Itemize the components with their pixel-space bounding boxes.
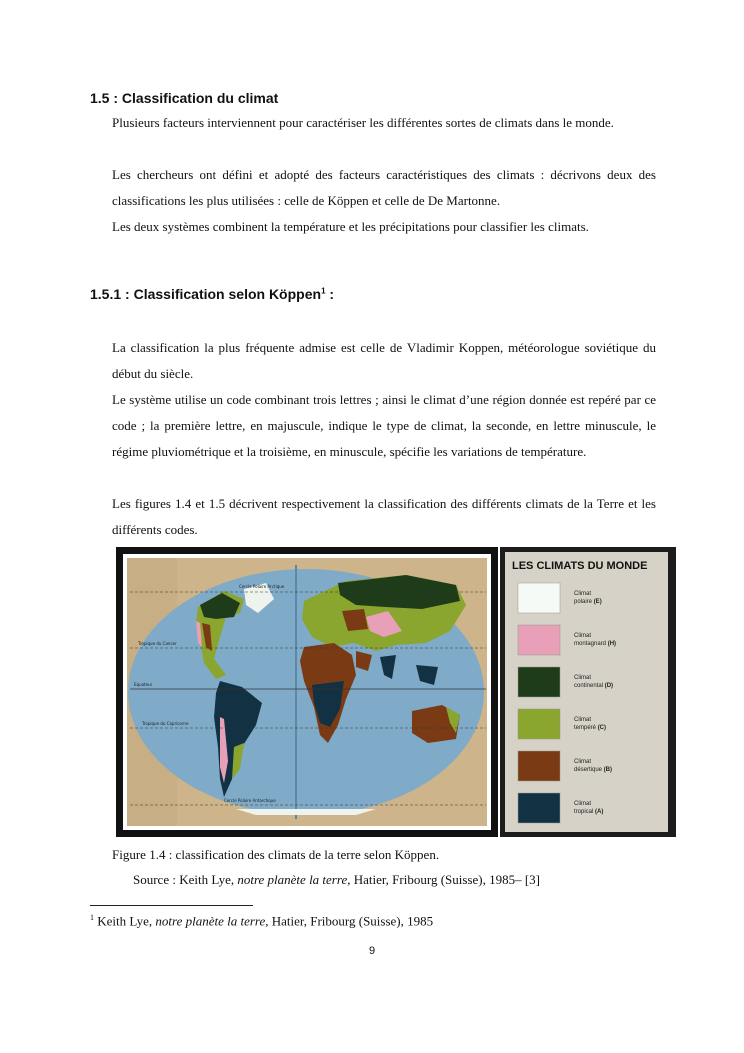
legend-label: Climat (574, 759, 592, 765)
label-antarctic: Cercle Polaire Antarctique (224, 798, 276, 803)
legend-label-type: polaire (E) (574, 599, 602, 605)
legend-code: (B) (603, 767, 613, 773)
section-heading: 1.5 : Classification du climat (90, 90, 279, 106)
climate-legend (500, 547, 676, 837)
legend-swatch (518, 583, 560, 613)
legend-label: Climat (574, 801, 592, 807)
legend-swatch (518, 793, 560, 823)
legend-label-type: tempéré (C) (574, 725, 607, 731)
footnote-mark: 1 (90, 913, 94, 922)
paragraph: Les deux systèmes combinent la température et les précipitations pour classifier les climats. (112, 219, 589, 234)
legend-code: (D) (604, 683, 614, 689)
source-suffix: Hatier, Fribourg (Suisse), 1985– [3] (350, 872, 540, 887)
legend-label: Climat (574, 675, 592, 681)
subsection-heading (90, 286, 334, 302)
legend-label: Climat (574, 717, 592, 723)
legend-code: (C) (597, 725, 607, 731)
label-capricorn: Tropique du Capricorne (142, 721, 189, 726)
footnote (90, 913, 433, 929)
legend-swatch (518, 667, 560, 697)
footnote-title: notre planète la terre, (155, 913, 269, 929)
paragraph: Le système utilise un code combinant trois lettres ; ainsi le climat d’une région donnée est repéré par ce code ; la première lettre, en majuscule, indique le type de climat, la seconde, en lettre minuscule, le régime pluviométrique et la troisième, en minuscule, spécifie les variations de température. (112, 392, 656, 459)
legend-title: LES CLIMATS DU MONDE (512, 560, 648, 572)
legend-code: (E) (593, 599, 602, 605)
paragraph: Les figures 1.4 et 1.5 décrivent respectivement la classification des différents climats de la Terre et les différents codes. (112, 496, 656, 537)
climate-figure-graphic (116, 547, 678, 837)
legend-code: (A) (595, 809, 604, 815)
subsection-heading-suffix: : (325, 286, 335, 302)
figure-source (133, 872, 540, 888)
legend-label-type: montagnard (H) (574, 641, 617, 647)
figure-caption: Figure 1.4 : classification des climats de la terre selon Köppen. (112, 847, 440, 862)
legend-label-type: continental (D) (574, 683, 614, 689)
legend-label: Climat (574, 633, 592, 639)
legend-code: (H) (607, 641, 617, 647)
legend-label-type: tropical (A) (574, 809, 604, 815)
source-prefix: Source : Keith Lye, (133, 872, 238, 887)
legend-label-type: désertique (B) (574, 767, 613, 773)
paragraph: Plusieurs facteurs interviennent pour caractériser les différentes sortes de climats dans le monde. (112, 115, 614, 130)
paragraph: Les chercheurs ont défini et adopté des facteurs caractéristiques des climats : décrivons deux des classifications les plus utilisées : celle de Köppen et celle de De Martonne. (112, 167, 656, 208)
footnote-suffix: Hatier, Fribourg (Suisse), 1985 (268, 913, 434, 929)
page-number: 9 (368, 945, 376, 957)
paragraph: La classification la plus fréquente admise est celle de Vladimir Koppen, météorologue soviétique du début du siècle. (112, 340, 656, 381)
footnote-reference[interactable]: 1 (321, 286, 326, 296)
world-map (116, 547, 498, 837)
label-cancer: Tropique du Cancer (138, 641, 177, 646)
legend-swatch (518, 751, 560, 781)
legend-swatch (518, 709, 560, 739)
footnote-prefix: Keith Lye, (94, 913, 156, 929)
subsection-heading-text: 1.5.1 : Classification selon Köppen (90, 286, 322, 302)
legend-label: Climat (574, 591, 592, 597)
legend-swatch (518, 625, 560, 655)
source-title: notre planète la terre, (237, 872, 351, 887)
footnote-separator (90, 905, 253, 906)
climate-figure (116, 547, 678, 837)
label-equator: Equateur (134, 682, 153, 687)
label-arctic: Cercle Polaire Arctique (239, 584, 285, 589)
